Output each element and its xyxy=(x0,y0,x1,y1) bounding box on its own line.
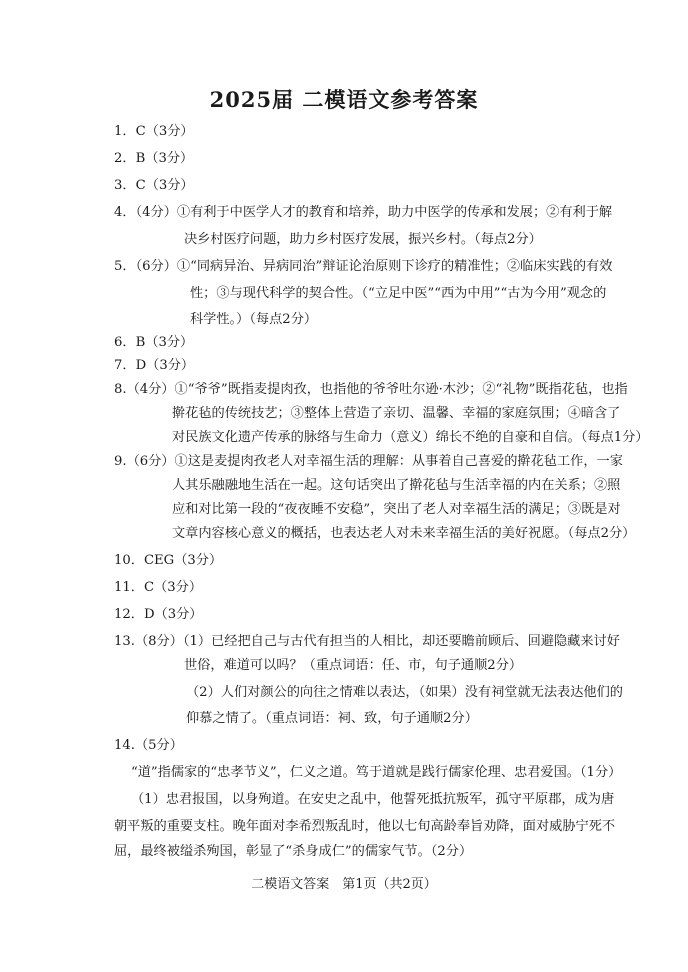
answer-4-line: 决乡村医疗问题，助力乡村医疗发展，振兴乡村。（每点2分） xyxy=(184,232,542,247)
answer-1: 1．C（3分） xyxy=(114,124,194,139)
answer-9-line: 文章内容核心意义的概括，也表达老人对未来幸福生活的美好祝愿。（每点2分） xyxy=(172,526,636,541)
answer-9-line: 人其乐融融地生活在一起。这句话突出了擀花毡与生活幸福的内在关系；②照 xyxy=(172,478,621,493)
answer-5-line: 科学性。）（每点2分） xyxy=(190,312,318,327)
answer-11: 11．C（3分） xyxy=(114,580,203,595)
answer-8-line: 擀花毡的传统技艺；③整体上营造了亲切、温馨、幸福的家庭氛围；④暗含了 xyxy=(172,406,621,421)
answer-2: 2．B（3分） xyxy=(114,151,194,166)
answer-5-line: 5．（6分）①“同病异治、异病同治”辩证论治原则下诊疗的精准性；②临床实践的有效 xyxy=(114,259,613,274)
answer-8-line: 对民族文化遗产传承的脉络与生命力（意义）绵长不绝的自豪和自信。（每点1分） xyxy=(172,430,649,445)
answer-7: 7．D（3分） xyxy=(114,358,195,373)
answer-6: 6．B（3分） xyxy=(114,335,194,350)
answer-14-line: “道”指儒家的“忠孝节义”，仁义之道。笃于道就是践行儒家伦理、忠君爱国。（1分） xyxy=(131,765,622,780)
answer-13-line: 仰慕之情了。（重点词语：祠、致，句子通顺2分） xyxy=(186,711,478,726)
answer-9-line: 9.（6分）①这是麦提肉孜老人对幸福生活的理解：从事着自己喜爱的擀花毡工作，一家 xyxy=(114,454,623,469)
page-title: 2025届 二模语文参考答案 xyxy=(209,87,479,112)
answer-12: 12．D（3分） xyxy=(114,607,203,622)
answer-3: 3．C（3分） xyxy=(114,178,194,193)
answer-14-line: （1）忠君报国，以身殉道。在安史之乱中，他誓死抵抗叛军，孤守平原郡，成为唐 xyxy=(131,792,615,807)
answer-14-line: 朝平叛的重要支柱。晚年面对李希烈叛乱时，他以七旬高龄奉旨劝降，面对威胁宁死不 xyxy=(114,819,616,834)
answer-13-line: 13.（8分）（1）已经把自己与古代有担当的人相比，却还要瞻前顾后、回避隐藏来讨好 xyxy=(114,634,620,649)
answer-13-line: 世俗，难道可以吗？（重点词语：任、市，句子通顺2分） xyxy=(184,658,523,673)
page-footer: 二模语文答案 第1页（共2页） xyxy=(251,877,437,892)
answer-13-line: （2）人们对颜公的向往之情难以表达，（如果）没有祠堂就无法表达他们的 xyxy=(186,685,623,700)
answer-4-line: 4．（4分）①有利于中医学人才的教育和培养，助力中医学的传承和发展；②有利于解 xyxy=(114,205,613,220)
answer-5-line: 性；③与现代科学的契合性。（“立足中医”“西为中用”“古为今用”观念的 xyxy=(190,286,607,301)
answer-10: 10．CEG（3分） xyxy=(114,553,223,568)
answer-14-line: 屈，最终被缢杀殉国，彰显了“杀身成仁”的儒家气节。（2分） xyxy=(114,844,473,859)
answer-14-heading: 14.（5分） xyxy=(114,738,183,753)
answer-9-line: 应和对比第一段的“夜夜睡不安稳”，突出了老人对幸福生活的满足；③既是对 xyxy=(172,502,621,517)
answer-8-line: 8.（4分）①“爷爷”既指麦提肉孜，也指他的爷爷吐尔逊·木沙；②“礼物”既指花毡，也指 xyxy=(114,382,628,397)
